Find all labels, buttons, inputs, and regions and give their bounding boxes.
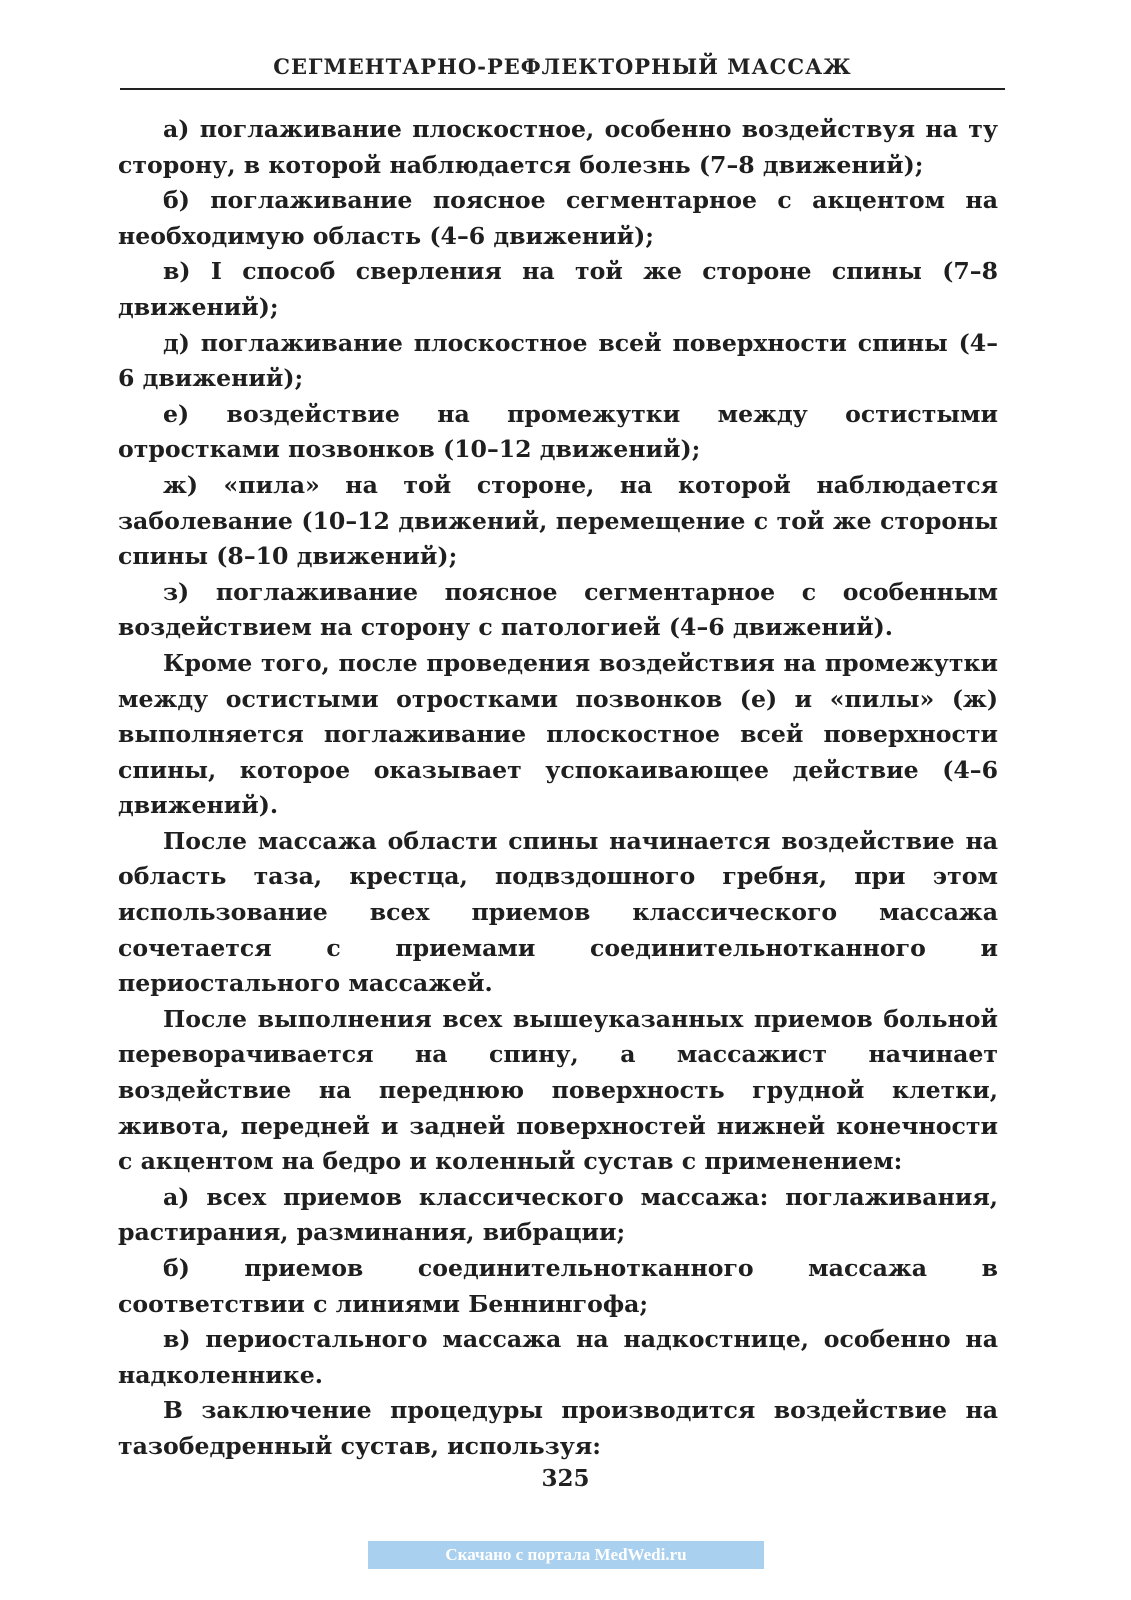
paragraph: е) воздействие на промежутки между остистыми отростками позвонков (10–12 движений);	[118, 399, 998, 464]
paragraph: а) всех приемов классического массажа: поглаживания, растирания, разминания, вибрации;	[118, 1182, 998, 1247]
paragraph: Кроме того, после проведения воздействия на промежутки между остистыми отростками позвонков (е) и «пилы» (ж) выполняется поглаживание плоскостное всей поверхности спины, которое оказывает успокаивающее действие (4–6 движений).	[118, 648, 998, 820]
paragraph: После массажа области спины начинается воздействие на область таза, крестца, подвздошного гребня, при этом использование всех приемов классического массажа сочетается с приемами соединительнотканного и периостального массажей.	[118, 826, 998, 998]
paragraph: в) I способ сверления на той же стороне спины (7–8 движений);	[118, 257, 998, 321]
body-text	[118, 112, 998, 1465]
paragraph: После выполнения всех вышеуказанных приемов больной переворачивается на спину, а массажист начинает воздействие на переднюю поверхность грудной клетки, живота, передней и задней поверхностей нижней конечности с акцентом на бедро и коленный сустав с применением:	[118, 1004, 998, 1176]
paragraph: б) поглаживание поясное сегментарное с акцентом на необходимую область (4–6 движений);	[118, 186, 998, 250]
paragraph: В заключение процедуры производится воздействие на тазобедренный сустав, используя:	[118, 1396, 998, 1460]
paragraph: ж) «пила» на той стороне, на которой наблюдается заболевание (10–12 движений, перемещение с той же стороны спины (8–10 движений);	[118, 470, 998, 571]
header-rule	[120, 88, 1005, 90]
paragraph: д) поглаживание плоскостное всей поверхности спины (4–6 движений);	[118, 328, 998, 393]
paragraph: б) приемов соединительнотканного массажа в соответствии с линиями Беннингофа;	[118, 1254, 998, 1318]
paragraph: в) периостального массажа на надкостнице, особенно на надколеннике.	[118, 1325, 998, 1389]
running-title: СЕГМЕНТАРНО-РЕФЛЕКТОРНЫЙ МАССАЖ	[273, 54, 852, 79]
download-watermark: Скачано с портала MedWedi.ru	[368, 1541, 764, 1569]
paragraph: з) поглаживание поясное сегментарное с особенным воздействием на сторону с патологией (4–6 движений).	[118, 577, 998, 642]
paragraph: а) поглаживание плоскостное, особенно воздействуя на ту сторону, в которой наблюдается болезнь (7–8 движений);	[118, 115, 998, 179]
page-number: 325	[541, 1465, 590, 1492]
